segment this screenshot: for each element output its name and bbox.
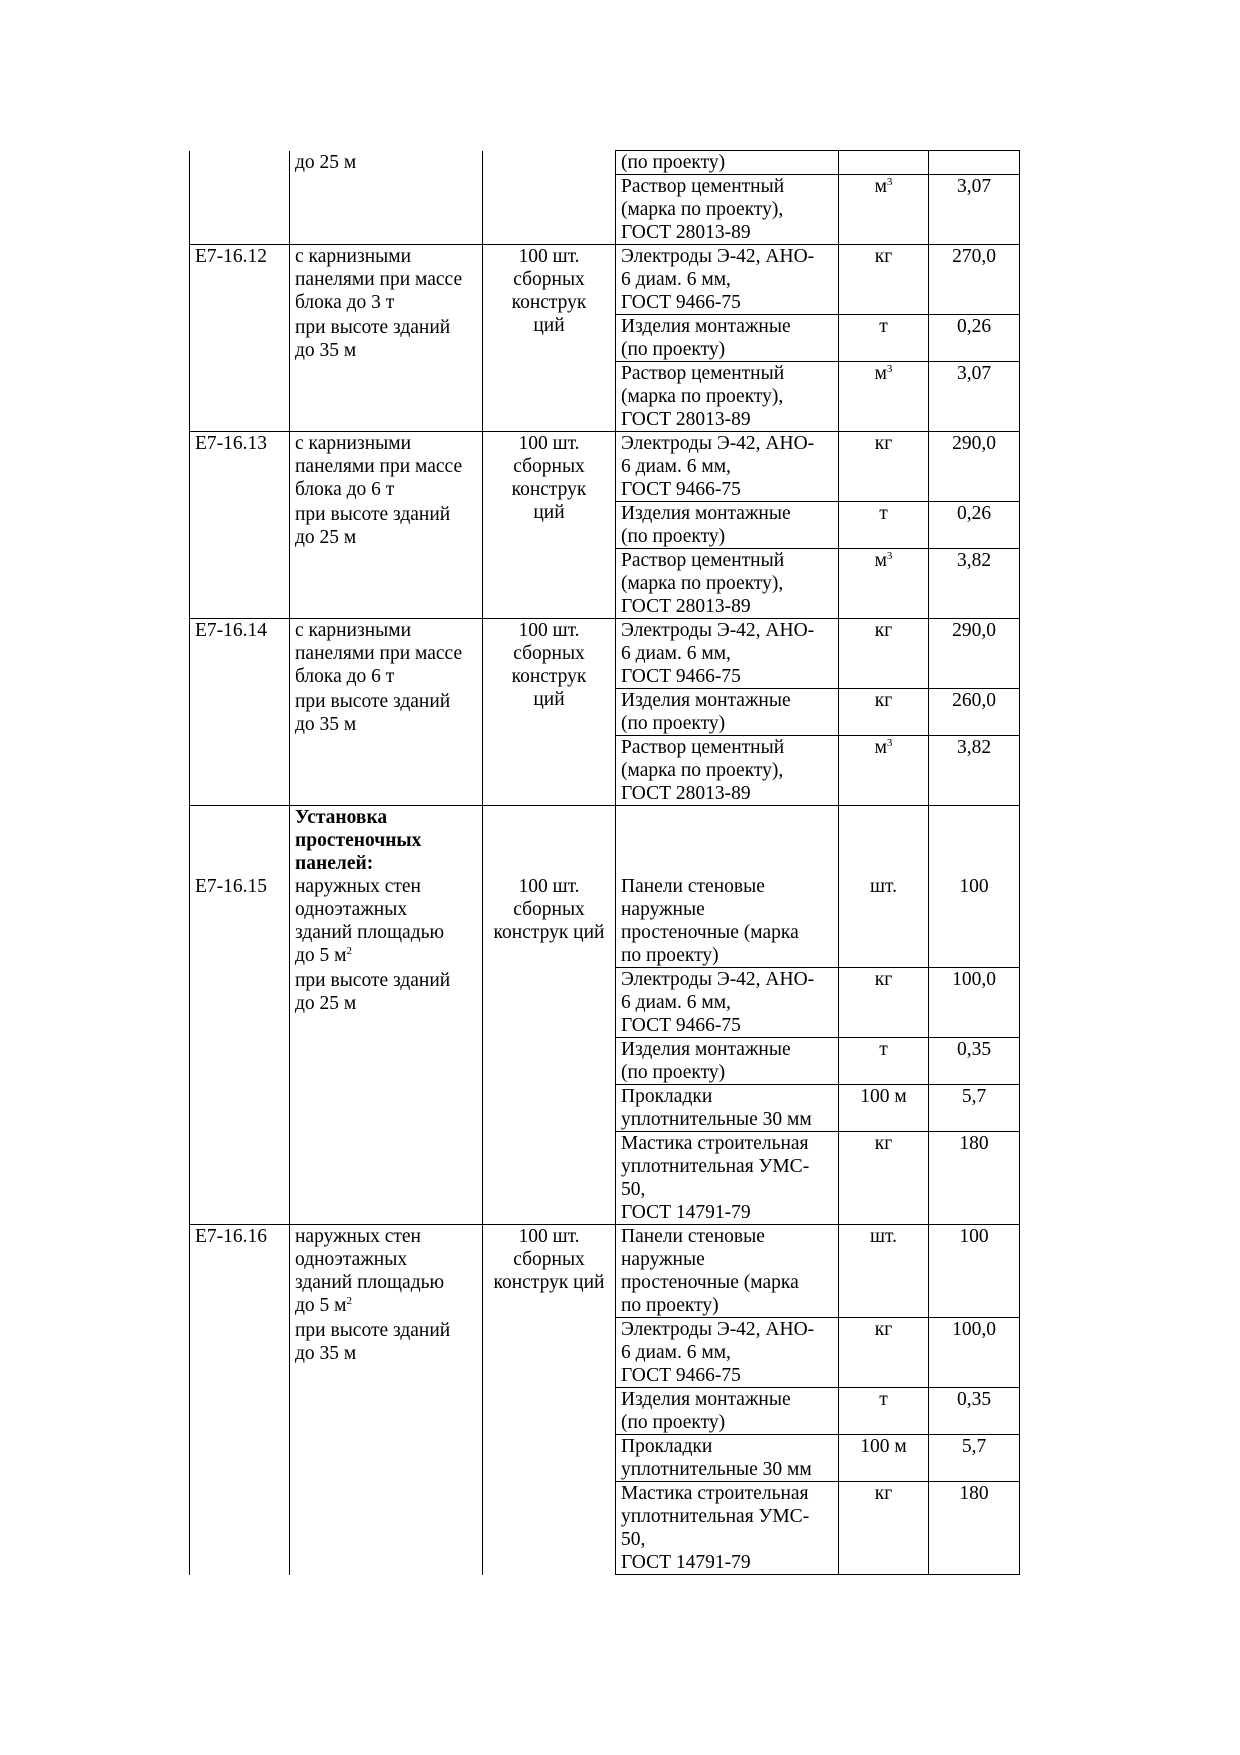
quantity-cell [929,1132,1020,1225]
table-row [190,806,1020,968]
area-limit [295,1294,477,1317]
quantity-cell [929,968,1020,1038]
material-name [621,1435,833,1481]
unit-cell [839,502,929,549]
unit-text: т [879,1389,888,1410]
material-name-cell [616,1038,839,1085]
unit-text: м [874,176,887,197]
unit-text: шт. [870,1226,897,1247]
unit-cell [839,1435,929,1482]
unit-cell [839,1318,929,1388]
section-heading-line: Установка [295,807,388,828]
section-heading [295,806,477,875]
material-name-line: (марка по проекту), [621,760,784,781]
meter-unit-cell [483,806,616,1225]
material-name-line: Электроды Э-42, АНО- [621,433,815,454]
building-height-line: при высоте зданий [295,1320,451,1341]
material-name-line: Раствор цементный [621,737,785,758]
unit-cell [839,151,929,175]
material-name-cell [616,362,839,432]
material-name-line: ГОСТ 9466-75 [621,292,741,313]
material-name [621,362,833,431]
building-height [295,316,477,362]
work-description-line: с карнизными [295,433,412,454]
meter-unit-line: сборных [513,456,585,477]
material-name-line: Электроды Э-42, АНО- [621,969,815,990]
material-name-cell [616,689,839,736]
material-name [621,1318,833,1387]
material-name [621,432,833,501]
quantity-value: 290,0 [952,433,996,454]
meter-unit-line: сборных [513,643,585,664]
quantity-cell [929,1225,1020,1318]
material-name-line: простеночные (марка [621,922,799,943]
unit-text: т [879,316,888,337]
unit-exponent: 3 [886,176,893,188]
norm-code: Е7-16.14 [195,620,268,641]
work-description-line: одноэтажных [295,1249,408,1270]
material-name-line: Изделия монтажные [621,1039,791,1060]
material-name-cell [616,1225,839,1318]
material-name-cell [616,1132,839,1225]
quantity-cell [929,619,1020,689]
material-name-line: наружные [621,1249,705,1270]
material-name-line: Электроды Э-42, АНО- [621,246,815,267]
work-description-cell [290,1225,483,1575]
material-name-line: по проекту) [621,945,719,966]
quantity-value: 180 [959,1483,989,1504]
unit-cell [839,689,929,736]
meter-unit-line: 100 шт. [518,620,580,641]
material-name [621,175,833,244]
quantity-cell [929,151,1020,175]
building-height-line: до 25 м [295,993,357,1014]
quantity-value: 100,0 [952,1319,996,1340]
material-name-line: Панели стеновые [621,1226,765,1247]
quantity-cell [929,806,1020,968]
material-name-line: Мастика строительная [621,1483,809,1504]
material-name-line: Прокладки [621,1436,713,1457]
material-name-line: 6 диам. 6 мм, [621,456,731,477]
quantity-value: 3,82 [956,550,992,571]
material-name-line: ГОСТ 9466-75 [621,1015,741,1036]
material-name-line: уплотнительные 30 мм [621,1109,812,1130]
building-height-line: до 35 м [295,340,357,361]
work-description-line: до 25 м [295,151,357,173]
quantity-value: 0,26 [956,316,992,337]
material-name-line: (по проекту) [621,152,726,173]
material-name-cell [616,1318,839,1388]
section-heading-line: панелей: [295,853,374,874]
quantity-cell [929,432,1020,502]
table-row [190,619,1020,689]
meter-unit-line: 100 шт. [518,1226,580,1247]
heading-spacer [621,806,833,875]
work-description [295,245,477,314]
work-description-line: зданий площадью [295,1272,445,1293]
material-name-cell [616,968,839,1038]
building-height-line: при высоте зданий [295,317,451,338]
table-row [190,432,1020,502]
material-name-cell [616,175,839,245]
meter-unit-line: сборных [513,899,585,920]
material-name [621,1085,833,1131]
code-cell [190,432,290,619]
work-description-line: блока до 6 т [295,479,395,500]
work-description-line: наружных стен [295,876,421,897]
unit-cell [839,1482,929,1575]
unit-cell [839,432,929,502]
unit-text: кг [874,690,893,711]
material-name-line: ГОСТ 9466-75 [621,666,741,687]
work-description-line: панелями при массе [295,269,463,290]
area-exponent: 2 [346,945,353,957]
building-height-line: при высоте зданий [295,970,451,991]
table-body [190,151,1020,1575]
norm-code: Е7-16.13 [195,433,268,454]
quantity-cell [929,315,1020,362]
area-limit-text: до 5 м [295,945,347,966]
unit-cell [839,315,929,362]
material-name-cell [616,806,839,968]
material-name-line: ГОСТ 9466-75 [621,479,741,500]
material-name-line: Электроды Э-42, АНО- [621,620,815,641]
quantity-value: 3,07 [956,176,992,197]
unit-cell [839,619,929,689]
material-name [621,1482,833,1574]
quantity-cell [929,245,1020,315]
work-description-cell [290,245,483,432]
unit-exponent: 3 [886,363,893,375]
material-name [621,736,833,805]
material-name-line: (по проекту) [621,1062,726,1083]
meter-unit-line: сборных [513,269,585,290]
meter-unit-line: ций [533,502,565,523]
unit-cell [839,806,929,968]
work-description-line: с карнизными [295,246,412,267]
code-cell [190,619,290,806]
area-exponent: 2 [346,1295,353,1307]
norm-code: Е7-16.16 [195,1226,268,1247]
unit-cell [839,1225,929,1318]
material-name-line: Изделия монтажные [621,316,791,337]
material-name [621,1038,833,1084]
work-description-line: с карнизными [295,620,412,641]
material-name-line: (марка по проекту), [621,199,784,220]
unit-text: т [879,503,888,524]
unit-exponent: 3 [886,550,893,562]
meter-unit-line: конструк [511,292,587,313]
quantity-value: 270,0 [952,246,996,267]
material-name-line: (марка по проекту), [621,386,784,407]
unit-text: кг [874,969,893,990]
work-description-cell [290,806,483,1225]
quantity-value: 3,07 [956,363,992,384]
quantity-cell [929,689,1020,736]
material-name-cell [616,1435,839,1482]
meter-unit-cell [483,245,616,432]
code-cell [190,1225,290,1575]
material-name-line: ГОСТ 28013-89 [621,596,751,617]
material-name-line: (по проекту) [621,1412,726,1433]
unit-exponent: 3 [886,737,893,749]
material-name-cell [616,1388,839,1435]
meter-unit-line: конструк ций [493,1272,605,1293]
meter-unit-cell [483,151,616,245]
building-height-line: до 35 м [295,1343,357,1364]
material-name-line: Изделия монтажные [621,690,791,711]
work-description-line: зданий площадью [295,922,445,943]
material-name-line: Мастика строительная [621,1133,809,1154]
work-description-line: блока до 3 т [295,292,395,313]
building-height-line: при высоте зданий [295,504,451,525]
material-name-cell [616,432,839,502]
materials-norms-table [189,150,1020,1575]
work-description-line: панелями при массе [295,456,463,477]
quantity-cell [929,1388,1020,1435]
material-name-line: простеночные (марка [621,1272,799,1293]
material-name-line: наружные [621,899,705,920]
material-name-cell [616,549,839,619]
material-name-line: ГОСТ 28013-89 [621,409,751,430]
meter-unit-line: сборных [513,1249,585,1270]
work-description [295,1225,477,1294]
material-name-line: 6 диам. 6 мм, [621,992,731,1013]
building-height-line: до 35 м [295,714,357,735]
material-name-line: Прокладки [621,1086,713,1107]
quantity-value: 100 [959,876,989,897]
material-name [621,968,833,1037]
unit-cell [839,245,929,315]
meter-unit-line: 100 шт. [518,876,580,897]
material-name-line: Изделия монтажные [621,1389,791,1410]
building-height [295,1319,477,1365]
material-name-line: ГОСТ 28013-89 [621,783,751,804]
material-name-line: 6 диам. 6 мм, [621,269,731,290]
meter-unit-line: конструк [511,479,587,500]
table-row [190,245,1020,315]
material-name-cell [616,502,839,549]
unit-text: 100 м [860,1086,907,1107]
material-name-line: 50, [621,1529,646,1550]
meter-unit-cell [483,432,616,619]
material-name-cell [616,736,839,806]
quantity-cell [929,1482,1020,1575]
material-name-line: ГОСТ 9466-75 [621,1365,741,1386]
material-name-cell [616,1085,839,1132]
building-height-line: при высоте зданий [295,691,451,712]
area-limit-text: до 5 м [295,1295,347,1316]
material-name-line: 50, [621,1179,646,1200]
work-description-line: панелями при массе [295,643,463,664]
material-name [621,875,833,967]
quantity-cell [929,549,1020,619]
unit-text: шт. [870,876,897,897]
unit-cell [839,549,929,619]
unit-cell [839,736,929,806]
material-name [621,689,833,735]
unit-text: кг [874,1133,893,1154]
material-name-line: Электроды Э-42, АНО- [621,1319,815,1340]
code-spacer [195,806,284,875]
quantity-value: 5,7 [961,1086,987,1107]
material-name-line: Раствор цементный [621,176,785,197]
building-height [295,503,477,549]
unit-cell [839,362,929,432]
building-height [295,969,477,1015]
unit-cell [839,1038,929,1085]
material-name-line: 6 диам. 6 мм, [621,1342,731,1363]
material-name-line: (по проекту) [621,339,726,360]
meter-unit-line: конструк [511,666,587,687]
unit-text: 100 м [860,1436,907,1457]
quantity-cell [929,1038,1020,1085]
code-cell [190,151,290,245]
unit-cell [839,175,929,245]
table-row [190,1225,1020,1318]
material-name-line: уплотнительная УМС- [621,1156,810,1177]
material-name [621,151,833,174]
material-name-line: ГОСТ 14791-79 [621,1202,751,1223]
table-row [190,151,1020,175]
material-name-line: (марка по проекту), [621,573,784,594]
material-name-cell [616,151,839,175]
unit-cell [839,1388,929,1435]
material-name [621,315,833,361]
material-name [621,502,833,548]
code-cell [190,245,290,432]
material-name-cell [616,245,839,315]
heading-spacer [934,806,1014,875]
unit-text: кг [874,1483,893,1504]
work-description [295,619,477,688]
material-name-line: (по проекту) [621,526,726,547]
material-name-line: Раствор цементный [621,550,785,571]
work-description-cell [290,432,483,619]
material-name [621,1132,833,1224]
meter-unit-cell [483,1225,616,1575]
unit-text: кг [874,620,893,641]
building-height [295,690,477,736]
unit-text: кг [874,1319,893,1340]
quantity-value: 3,82 [956,737,992,758]
code-cell [190,806,290,1225]
unit-text: кг [874,433,893,454]
material-name-line: по проекту) [621,1295,719,1316]
section-heading-line: простеночных [295,830,422,851]
material-name [621,245,833,314]
quantity-cell [929,1435,1020,1482]
quantity-cell [929,1085,1020,1132]
material-name-line: Раствор цементный [621,363,785,384]
quantity-cell [929,362,1020,432]
work-description [295,151,477,174]
work-description-cell [290,619,483,806]
quantity-value: 5,7 [961,1436,987,1457]
material-name [621,549,833,618]
work-description [295,432,477,501]
material-name-cell [616,315,839,362]
material-name-cell [616,619,839,689]
unit-text: м [874,363,887,384]
unit-text: кг [874,246,893,267]
work-description-line: наружных стен [295,1226,421,1247]
meter-unit-cell [483,619,616,806]
quantity-value: 0,35 [956,1389,992,1410]
material-name-line: уплотнительная УМС- [621,1506,810,1527]
unit-cell [839,968,929,1038]
material-name-cell [616,1482,839,1575]
quantity-value: 260,0 [952,690,996,711]
area-limit [295,944,477,967]
work-description-line: блока до 6 т [295,666,395,687]
unit-cell [839,1132,929,1225]
meter-unit-line: ций [533,315,565,336]
work-description-line: одноэтажных [295,899,408,920]
unit-text: м [874,737,887,758]
material-name-line: 6 диам. 6 мм, [621,643,731,664]
unit-text: м [874,550,887,571]
quantity-value: 0,35 [956,1039,992,1060]
quantity-cell [929,1318,1020,1388]
unit-text: т [879,1039,888,1060]
material-name-line: ГОСТ 28013-89 [621,222,751,243]
material-name-line: Изделия монтажные [621,503,791,524]
meter-spacer [488,806,610,875]
material-name [621,1388,833,1434]
meter-unit-line: 100 шт. [518,246,580,267]
quantity-cell [929,736,1020,806]
unit-cell [839,1085,929,1132]
building-height-line: до 25 м [295,527,357,548]
work-description-cell [290,151,483,245]
quantity-value: 100,0 [952,969,996,990]
material-name-line: (по проекту) [621,713,726,734]
quantity-cell [929,175,1020,245]
norm-code: Е7-16.12 [195,246,268,267]
material-name [621,619,833,688]
quantity-value: 0,26 [956,503,992,524]
quantity-value: 180 [959,1133,989,1154]
meter-unit-line: 100 шт. [518,433,580,454]
work-description [295,875,477,944]
quantity-value: 290,0 [952,620,996,641]
material-name [621,1225,833,1317]
meter-unit-line: ций [533,689,565,710]
quantity-value: 100 [959,1226,989,1247]
material-name-line: Панели стеновые [621,876,765,897]
material-name-line: ГОСТ 14791-79 [621,1552,751,1573]
material-name-line: уплотнительные 30 мм [621,1459,812,1480]
heading-spacer [844,806,923,875]
norm-code: Е7-16.15 [195,876,268,897]
meter-unit-line: конструк ций [493,922,605,943]
quantity-cell [929,502,1020,549]
